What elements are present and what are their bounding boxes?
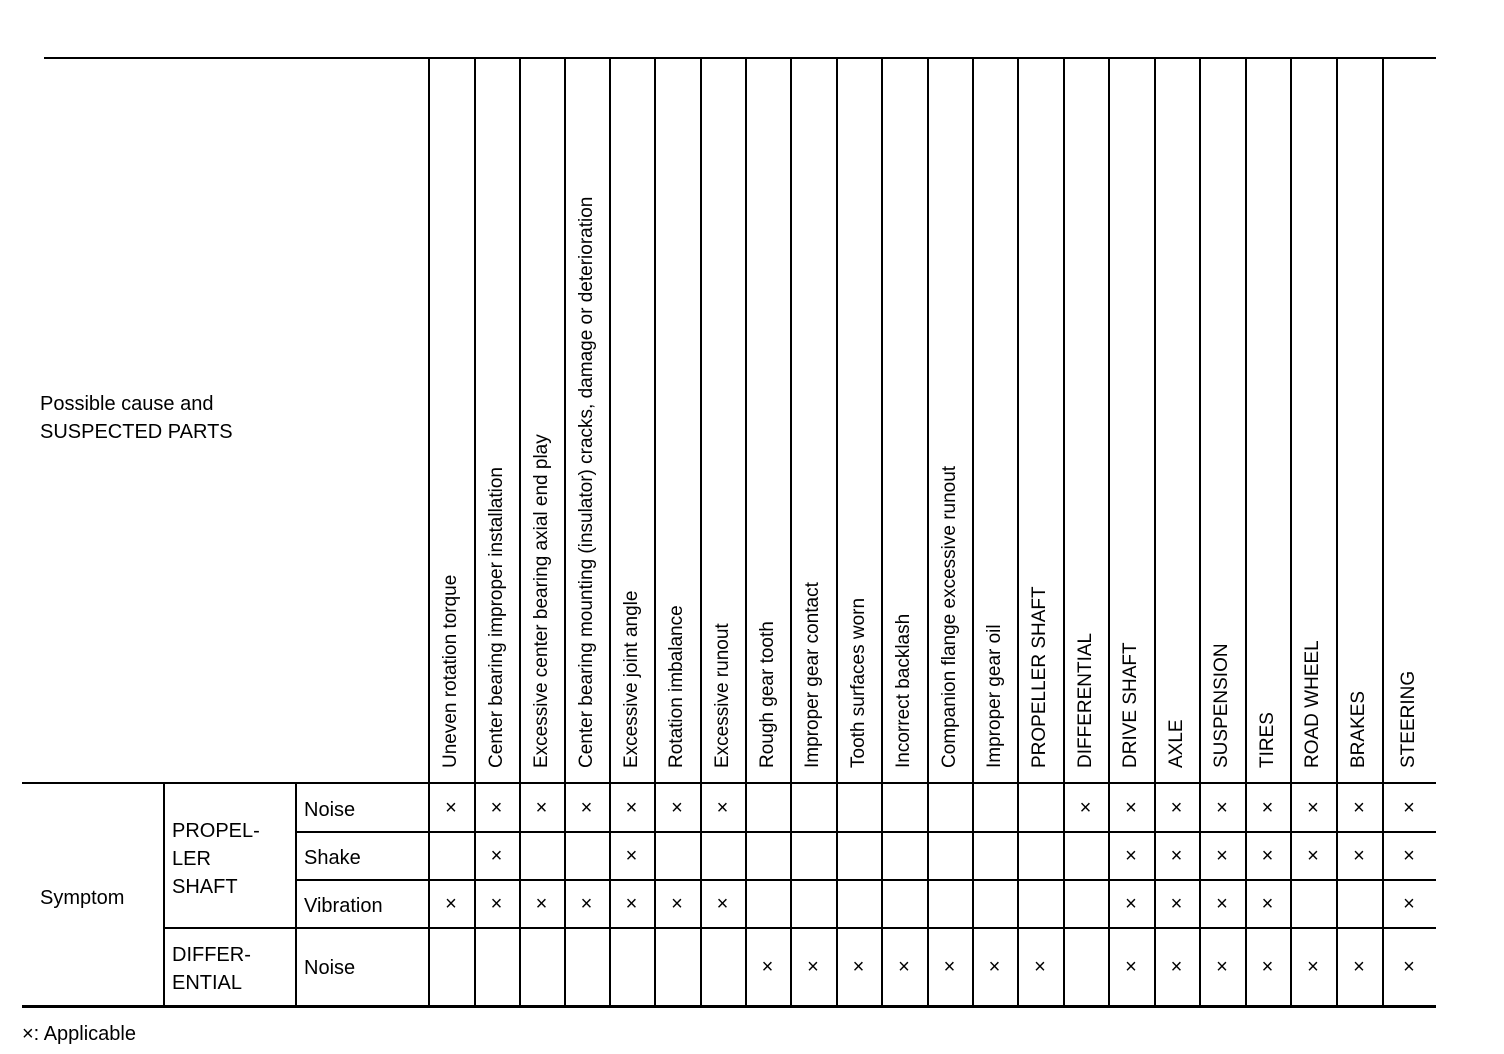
column-divider <box>519 58 521 1005</box>
applicable-mark: × <box>580 893 593 915</box>
group-separator <box>163 927 1436 929</box>
column-header: Excessive joint angle <box>620 590 642 768</box>
applicable-mark: × <box>1216 845 1228 867</box>
applicable-mark: × <box>716 797 729 819</box>
applicable-mark: × <box>1170 845 1183 867</box>
corner-label-line1: Possible cause and <box>40 393 214 415</box>
applicable-mark: × <box>943 956 956 978</box>
applicable-mark: × <box>490 845 503 867</box>
applicable-mark: × <box>1079 797 1092 819</box>
applicable-mark: × <box>898 956 910 978</box>
column-divider <box>654 58 656 1005</box>
group-propeller-shaft-line1: PROPEL- <box>172 820 260 842</box>
column-divider <box>564 58 566 1005</box>
applicable-mark: × <box>852 956 865 978</box>
column-header: SUSPENSION <box>1211 643 1232 768</box>
column-header: DRIVE SHAFT <box>1120 642 1141 768</box>
column-divider <box>700 58 702 1005</box>
applicable-mark: × <box>490 893 503 915</box>
symptom-divider <box>163 784 165 1006</box>
column-header: Improper gear contact <box>802 582 823 768</box>
column-header: Companion flange excessive runout <box>938 465 960 768</box>
column-divider <box>428 58 430 1005</box>
applicable-mark: × <box>1034 956 1046 978</box>
column-divider <box>972 58 974 1005</box>
column-divider <box>836 58 838 1005</box>
applicable-mark: × <box>1353 956 1365 978</box>
column-header: Rough gear tooth <box>756 621 778 768</box>
column-divider <box>474 58 476 1005</box>
applicable-mark: × <box>1307 797 1319 819</box>
header-separator <box>22 782 1436 784</box>
applicable-mark: × <box>988 956 1001 978</box>
row-divider <box>295 879 1436 881</box>
applicable-mark: × <box>761 956 774 978</box>
column-header: Tooth surfaces worn <box>847 597 869 768</box>
row-label-vibration: Vibration <box>304 895 383 917</box>
bottom-rule <box>22 1005 1436 1008</box>
column-header: Rotation imbalance <box>666 605 687 768</box>
applicable-mark: × <box>580 797 593 819</box>
column-divider <box>609 58 611 1005</box>
applicable-mark: × <box>1125 893 1137 915</box>
column-header: Excessive runout <box>711 623 733 768</box>
applicable-mark: × <box>1216 797 1228 819</box>
applicable-mark: × <box>1353 845 1365 867</box>
column-header: TIRES <box>1256 712 1278 768</box>
column-header: AXLE <box>1165 719 1187 768</box>
column-header: STEERING <box>1398 670 1419 768</box>
column-divider <box>1245 58 1247 1005</box>
symptom-label: Symptom <box>40 887 125 909</box>
applicable-mark: × <box>1216 893 1228 915</box>
applicable-mark: × <box>1353 797 1365 819</box>
applicable-mark: × <box>1403 893 1415 915</box>
column-header: Center bearing mounting (insulator) cracks, damage or deterioration <box>575 196 597 768</box>
applicable-mark: × <box>1125 845 1137 867</box>
applicable-mark: × <box>445 893 457 915</box>
applicable-mark: × <box>1261 797 1274 819</box>
applicable-mark: × <box>1307 845 1319 867</box>
legend: ×: Applicable <box>22 1023 136 1045</box>
corner-label-line2: SUSPECTED PARTS <box>40 421 233 443</box>
applicable-mark: × <box>1125 797 1137 819</box>
row-label-shake: Shake <box>304 847 361 869</box>
applicable-mark: × <box>1403 845 1415 867</box>
applicable-mark: × <box>1307 956 1319 978</box>
applicable-mark: × <box>1170 956 1183 978</box>
applicable-mark: × <box>625 893 638 915</box>
applicable-mark: × <box>445 797 457 819</box>
row-label-noise: Noise <box>304 957 356 979</box>
column-header: Uneven rotation torque <box>440 574 461 768</box>
column-header: DIFFERENTIAL <box>1074 632 1096 768</box>
group-propeller-shaft-line3: SHAFT <box>172 876 238 898</box>
row-divider <box>295 831 1436 833</box>
column-divider <box>1017 58 1019 1005</box>
applicable-mark: × <box>625 845 638 867</box>
applicable-mark: × <box>671 893 683 915</box>
applicable-mark: × <box>1261 893 1274 915</box>
column-header: Excessive center bearing axial end play <box>530 434 552 768</box>
column-divider <box>1290 58 1292 1005</box>
group-differential-line1: DIFFER- <box>172 944 251 966</box>
column-divider <box>1199 58 1201 1005</box>
applicable-mark: × <box>535 893 548 915</box>
column-divider <box>790 58 792 1005</box>
applicable-mark: × <box>1170 797 1183 819</box>
applicable-mark: × <box>625 797 638 819</box>
applicable-mark: × <box>1261 845 1274 867</box>
column-header: PROPELLER SHAFT <box>1029 586 1050 768</box>
applicable-mark: × <box>1216 956 1228 978</box>
applicable-mark: × <box>535 797 548 819</box>
group-differential-line2: ENTIAL <box>172 972 243 994</box>
applicable-mark: × <box>1403 956 1415 978</box>
column-divider <box>1108 58 1110 1005</box>
applicable-mark: × <box>1403 797 1415 819</box>
applicable-mark: × <box>807 956 819 978</box>
applicable-mark: × <box>490 797 503 819</box>
column-divider <box>927 58 929 1005</box>
group-divider <box>295 784 297 1006</box>
column-header: Incorrect backlash <box>893 613 914 768</box>
column-header: ROAD WHEEL <box>1302 640 1323 768</box>
applicable-mark: × <box>671 797 683 819</box>
top-rule <box>44 57 1436 59</box>
applicable-mark: × <box>1125 956 1137 978</box>
applicable-mark: × <box>1261 956 1274 978</box>
column-divider <box>1336 58 1338 1005</box>
applicable-mark: × <box>1170 893 1183 915</box>
column-header: Center bearing improper installation <box>485 467 507 768</box>
column-divider <box>745 58 747 1005</box>
column-divider <box>1063 58 1065 1005</box>
column-header: Improper gear oil <box>983 624 1005 768</box>
group-propeller-shaft-line2: LER <box>172 848 211 870</box>
applicable-mark: × <box>716 893 729 915</box>
column-divider <box>1154 58 1156 1005</box>
column-header: BRAKES <box>1348 690 1369 768</box>
row-label-noise: Noise <box>304 799 356 821</box>
column-divider <box>1382 58 1384 1005</box>
column-divider <box>881 58 883 1005</box>
